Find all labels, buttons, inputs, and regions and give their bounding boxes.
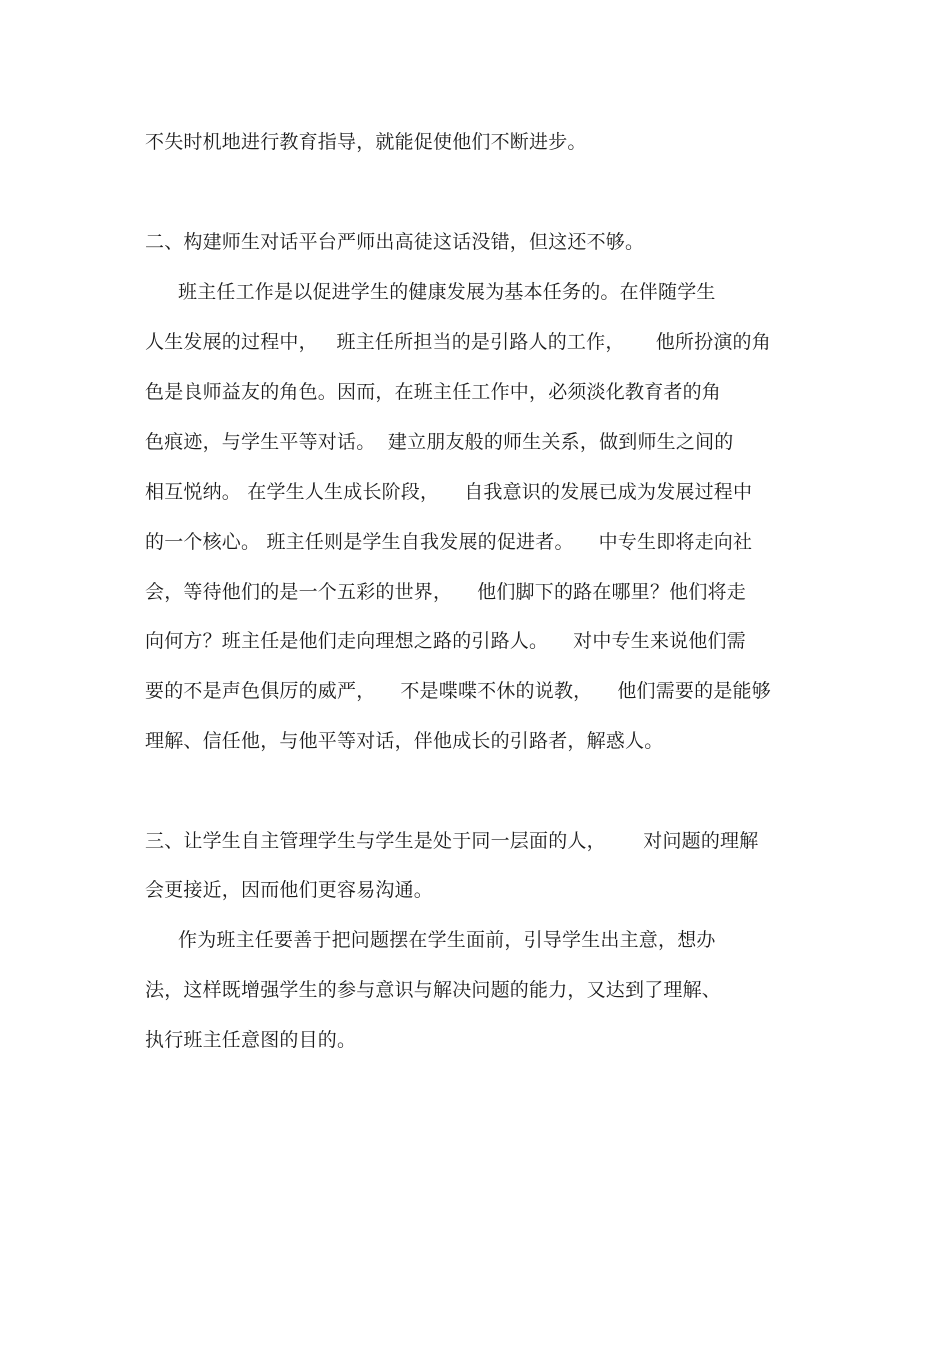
paragraph-line: 理解、信任他，与他平等对话，伴他成长的引路者，解惑人。 xyxy=(145,730,664,752)
paragraph-line: 会，等待他们的是一个五彩的世界， 他们脚下的路在哪里？他们将走 xyxy=(145,581,746,603)
paragraph-line: 向何方？班主任是他们走向理想之路的引路人。 对中专生来说他们需 xyxy=(145,630,746,652)
paragraph-line: 人生发展的过程中， 班主任所担当的是引路人的工作， 他所扮演的角 xyxy=(145,331,771,353)
paragraph-line: 色痕迹，与学生平等对话。 建立朋友般的师生关系，做到师生之间的 xyxy=(145,431,734,453)
paragraph-line: 法，这样既增强学生的参与意识与解决问题的能力，又达到了理解、 xyxy=(145,979,722,1001)
paragraph-line: 色是良师益友的角色。因而，在班主任工作中，必须淡化教育者的角 xyxy=(145,381,722,403)
paragraph-line: 作为班主任要善于把问题摆在学生面前，引导学生出主意，想办 xyxy=(178,929,716,951)
paragraph-line: 不失时机地进行教育指导，就能促使他们不断进步。 xyxy=(145,131,587,153)
section-heading: 二、构建师生对话平台严师出高徒这话没错，但这还不够。 xyxy=(145,231,645,253)
paragraph-line: 要的不是声色俱厉的威严， 不是喋喋不休的说教， 他们需要的是能够 xyxy=(145,680,771,702)
paragraph-line: 的一个核心。 班主任则是学生自我发展的促进者。 中专生即将走向社 xyxy=(145,531,753,553)
paragraph-line: 执行班主任意图的目的。 xyxy=(145,1029,357,1051)
paragraph-line: 会更接近，因而他们更容易沟通。 xyxy=(145,879,434,901)
paragraph-line: 相互悦纳。 在学生人生成长阶段， 自我意识的发展已成为发展过程中 xyxy=(145,481,753,503)
section-heading: 三、让学生自主管理学生与学生是处于同一层面的人， 对问题的理解 xyxy=(145,830,759,852)
paragraph-line: 班主任工作是以促进学生的健康发展为基本任务的。在伴随学生 xyxy=(178,281,716,303)
